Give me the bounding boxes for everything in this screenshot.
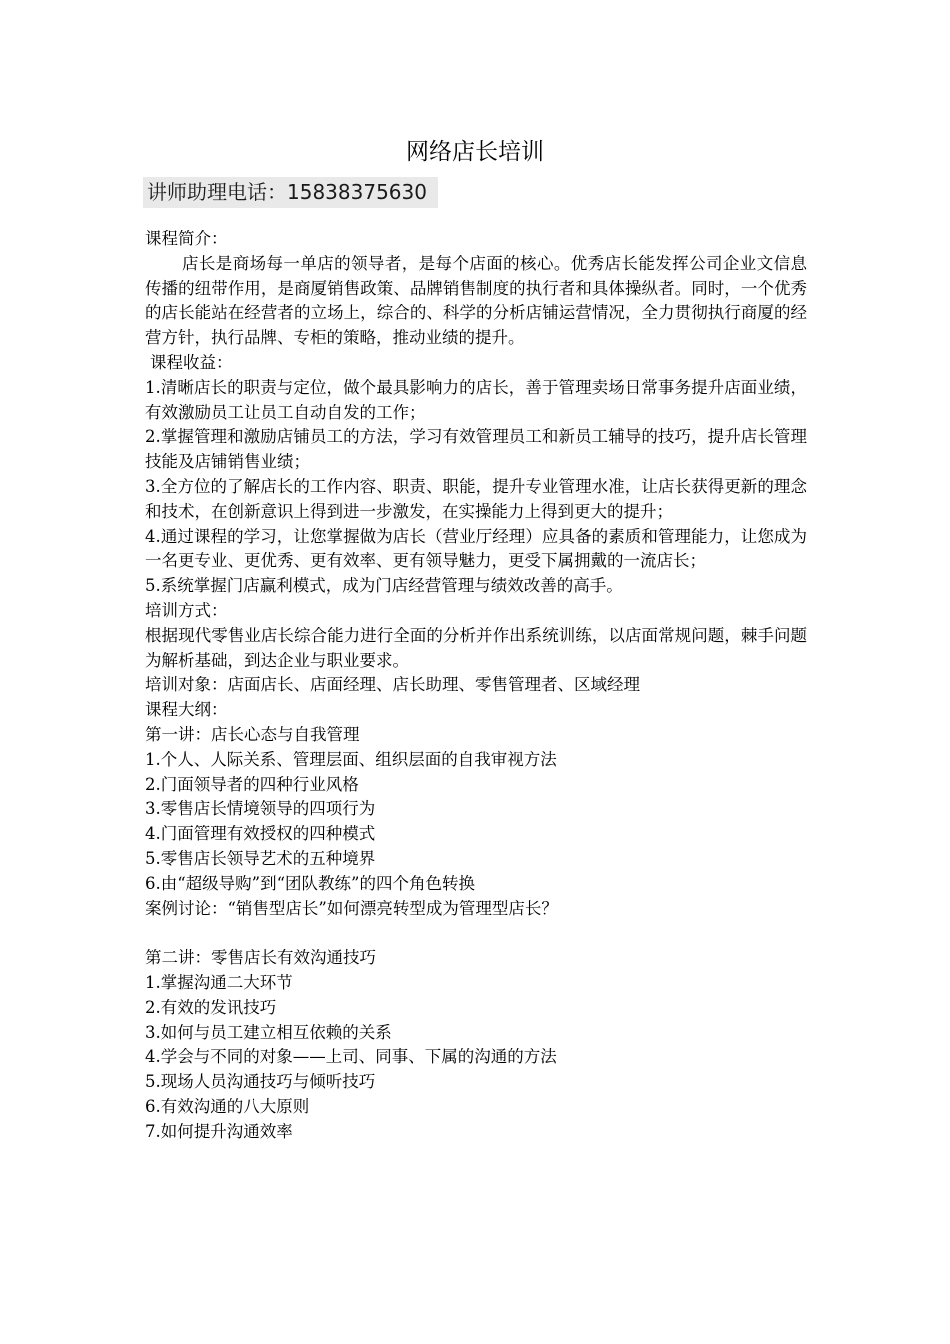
lecture1-item: 3.零售店长情境领导的四项行为 (145, 799, 376, 819)
lecture2-item: 1.掌握沟通二大环节 (145, 972, 293, 992)
lecture2-item: 4.学会与不同的对象——上司、同事、下属的沟通的方法 (145, 1047, 557, 1067)
intro-paragraph: 店长是商场每一单店的领导者，是每个店面的核心。优秀店长能发挥公司企业文信息传播的纽带作用，是商厦销售政策、品牌销售制度的执行者和具体操纵者。同时，一个优秀的店长能站在经营者的立场上，综合的、科学的分析店铺运营情况，全力贯彻执行商厦的经营方针，执行品牌、专柜的策略，推动业绩的提升。 (145, 253, 807, 348)
lecture1-item: 5.零售店长领导艺术的五种境界 (145, 848, 376, 868)
phone-banner: 讲师助理电话：15838375630 (143, 177, 438, 208)
document-title: 网络店长培训 (406, 139, 544, 165)
lecture2-item: 2.有效的发讯技巧 (145, 997, 277, 1017)
lecture1-case: 案例讨论：“销售型店长”如何漂亮转型成为管理型店长？ (145, 898, 558, 918)
lecture2-title: 第二讲：零售店长有效沟通技巧 (145, 948, 376, 968)
audience-line: 培训对象：店面店长、店面经理、店长助理、零售管理者、区域经理 (145, 675, 640, 695)
intro-heading: 课程简介： (145, 229, 228, 248)
method-heading: 培训方式： (145, 600, 228, 620)
outline-heading: 课程大纲： (145, 700, 228, 720)
benefits-heading: 课程收益： (150, 352, 233, 372)
document-body (145, 227, 807, 1144)
lecture2-item: 7.如何提升沟通效率 (145, 1121, 293, 1141)
benefit-item: 1.清晰店长的职责与定位，做个最具影响力的店长，善于管理卖场日常事务提升店面业绩，有效激励员工让员工自动自发的工作； (145, 377, 807, 422)
blank-line (145, 921, 807, 946)
lecture1-title: 第一讲：店长心态与自我管理 (145, 724, 360, 744)
lecture1-item: 4.门面管理有效授权的四种模式 (145, 824, 376, 844)
lecture1-item: 1.个人、人际关系、管理层面、组织层面的自我审视方法 (145, 749, 557, 769)
lecture1-item: 2.门面领导者的四种行业风格 (145, 774, 359, 794)
lecture1-item: 6.由“超级导购”到“团队教练”的四个角色转换 (145, 873, 475, 893)
benefit-item: 2.掌握管理和激励店铺员工的方法，学习有效管理员工和新员工辅导的技巧，提升店长管理技能及店铺销售业绩； (145, 427, 807, 472)
method-paragraph: 根据现代零售业店长综合能力进行全面的分析并作出系统训练，以店面常规问题，棘手问题为解析基础，到达企业与职业要求。 (145, 625, 807, 670)
lecture2-item: 3.如何与员工建立相互依赖的关系 (145, 1022, 392, 1042)
benefit-item: 3.全方位的了解店长的工作内容、职责、职能，提升专业管理水准，让店长获得更新的理念和技术，在创新意识上得到进一步激发，在实操能力上得到更大的提升； (145, 476, 807, 521)
benefit-item: 5.系统掌握门店赢利模式，成为门店经营管理与绩效改善的高手。 (145, 576, 623, 596)
benefit-item: 4.通过课程的学习，让您掌握做为店长（营业厅经理）应具备的素质和管理能力，让您成为一名更专业、更优秀、更有效率、更有领导魅力，更受下属拥戴的一流店长； (145, 526, 807, 571)
lecture2-item: 5.现场人员沟通技巧与倾听技巧 (145, 1072, 376, 1092)
lecture2-item: 6.有效沟通的八大原则 (145, 1096, 310, 1116)
